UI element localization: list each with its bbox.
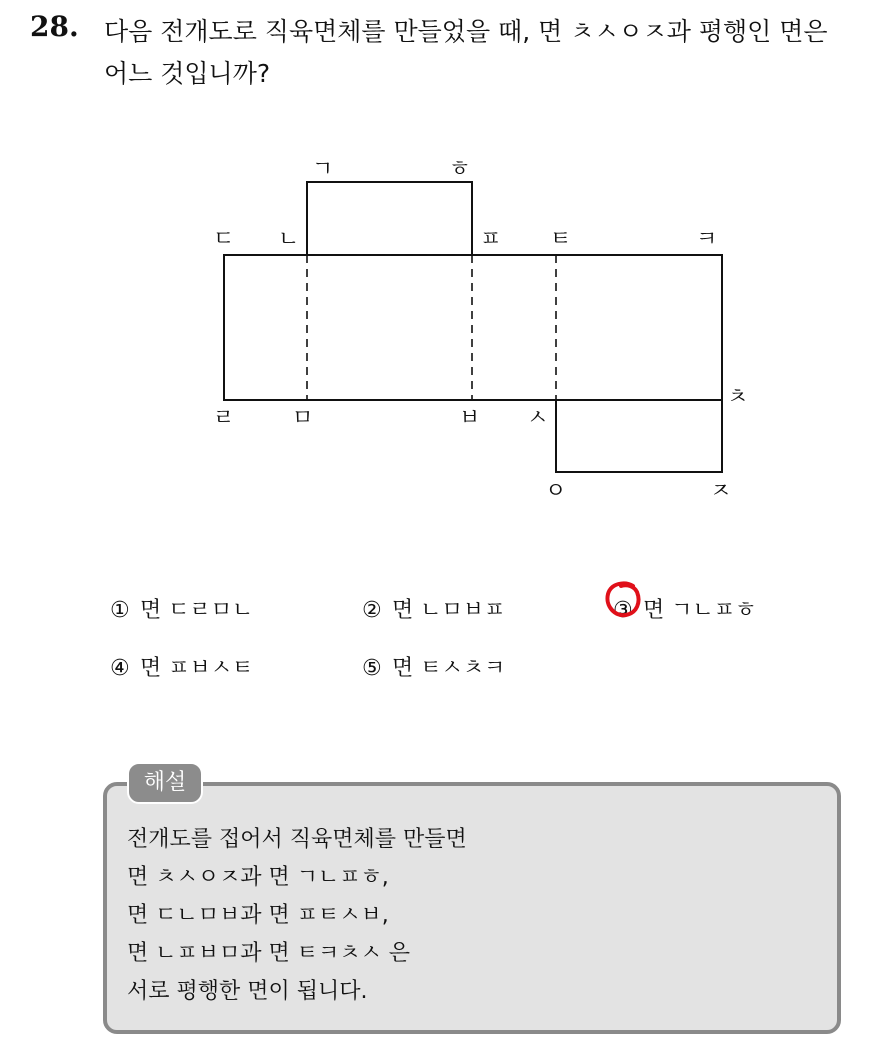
vertex-label-d: ㄷ bbox=[213, 227, 235, 252]
vertex-label-m: ㅁ bbox=[292, 406, 314, 431]
explanation-line-1: 전개도를 접어서 직육면체를 만들면 bbox=[127, 827, 467, 852]
vertex-label-n: ㄴ bbox=[278, 227, 300, 252]
choice-3-text: 면 ㄱㄴㅍㅎ bbox=[643, 598, 757, 623]
question-text-line-1: 다음 전개도로 직육면체를 만들었을 때, 면 ㅊㅅㅇㅈ과 평행인 면은 bbox=[104, 17, 828, 46]
choice-1-number: ① bbox=[110, 598, 130, 623]
question-text-line-2: 어느 것입니까? bbox=[104, 59, 271, 88]
explanation-line-2: 면 ㅊㅅㅇㅈ과 면 ㄱㄴㅍㅎ, bbox=[127, 865, 389, 890]
choice-2[interactable] bbox=[362, 593, 505, 624]
vertex-label-p: ㅍ bbox=[480, 227, 502, 252]
vertex-label-o: ㅇ bbox=[545, 479, 567, 504]
explanation-tag: 해설 bbox=[127, 762, 203, 804]
vertex-label-j: ㅈ bbox=[710, 479, 732, 504]
choice-3-number: ③ bbox=[613, 598, 633, 623]
question-number: 28. bbox=[30, 10, 79, 43]
vertex-label-k: ㅋ bbox=[696, 227, 718, 252]
explanation-line-5: 서로 평행한 면이 됩니다. bbox=[127, 979, 368, 1004]
vertex-label-ch: ㅊ bbox=[727, 385, 749, 410]
explanation-line-4: 면 ㄴㅍㅂㅁ과 면 ㅌㅋㅊㅅ 은 bbox=[127, 941, 410, 966]
answer-mark-circle bbox=[603, 580, 643, 620]
choice-4-text: 면 ㅍㅂㅅㅌ bbox=[140, 656, 254, 681]
choice-4[interactable] bbox=[110, 651, 253, 682]
choice-5[interactable] bbox=[362, 651, 505, 682]
bottom-flap-outline bbox=[556, 400, 722, 472]
main-strip-outline bbox=[224, 255, 722, 400]
choice-2-text: 면 ㄴㅁㅂㅍ bbox=[392, 598, 506, 623]
vertex-label-h: ㅎ bbox=[449, 157, 471, 182]
vertex-label-g: ㄱ bbox=[312, 157, 334, 182]
choice-5-number: ⑤ bbox=[362, 656, 382, 681]
choice-1-text: 면 ㄷㄹㅁㄴ bbox=[140, 598, 254, 623]
vertex-label-s: ㅅ bbox=[527, 406, 549, 431]
vertex-label-r: ㄹ bbox=[213, 406, 235, 431]
choice-5-text: 면 ㅌㅅㅊㅋ bbox=[392, 656, 506, 681]
choice-1[interactable] bbox=[110, 593, 253, 624]
top-flap-outline bbox=[307, 182, 472, 255]
choice-2-number: ② bbox=[362, 598, 382, 623]
vertex-label-b: ㅂ bbox=[459, 406, 481, 431]
choice-4-number: ④ bbox=[110, 656, 130, 681]
explanation-line-3: 면 ㄷㄴㅁㅂ과 면 ㅍㅌㅅㅂ, bbox=[127, 903, 389, 928]
vertex-label-t: ㅌ bbox=[550, 227, 572, 252]
